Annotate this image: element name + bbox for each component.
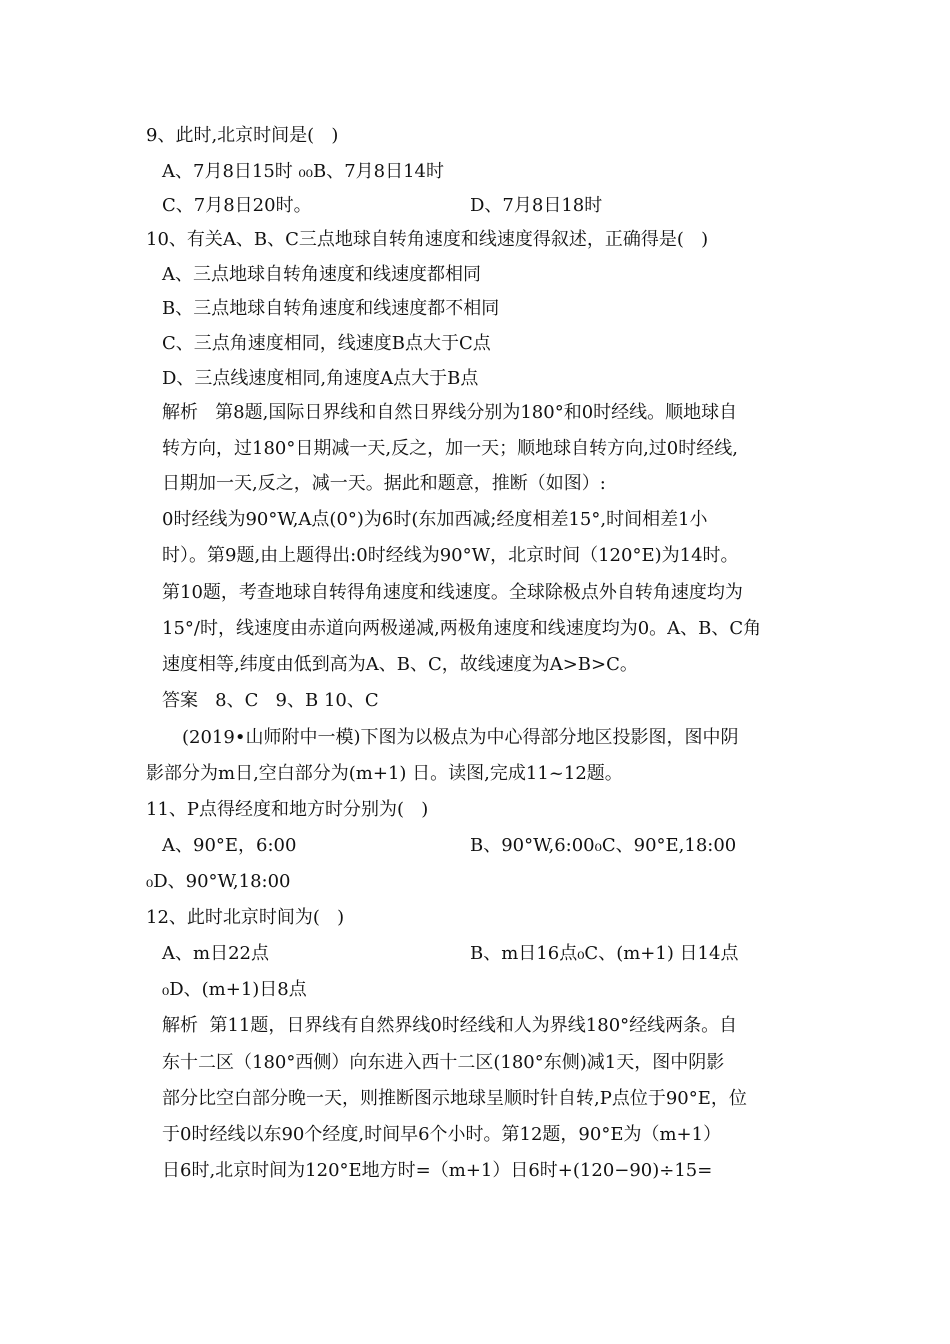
q9-stem: 9、此时,北京时间是( ): [146, 125, 339, 146]
answer1: 答案 8、C 9、B 10、C: [162, 690, 379, 711]
q9-option-c: C、7月8日20时。: [162, 195, 312, 216]
q9-option-a-b: A、7月8日15时 ₀₀B、7月8日14时: [162, 161, 444, 182]
analysis2-line2: 东十二区（180°西侧）向东进入西十二区(180°东侧)减1天，图中阴影: [162, 1052, 725, 1073]
intro-line1: (2019•山师附中一模)下图为以极点为中心得部分地区投影图，图中阴: [182, 727, 739, 748]
q10-option-d: D、三点线速度相同,角速度A点大于B点: [162, 368, 479, 389]
q10-stem: 10、有关A、B、C三点地球自转角速度和线速度得叙述，正确得是( ): [146, 229, 709, 250]
q12-option-a: A、m日22点: [162, 943, 269, 964]
q12-stem: 12、此时北京时间为( ): [146, 907, 345, 928]
analysis2-line1: 解析 第11题，日界线有自然界线0时经线和人为界线180°经线两条。自: [162, 1015, 738, 1036]
q10-option-a: A、三点地球自转角速度和线速度都相同: [162, 264, 481, 285]
q11-option-a: A、90°E，6:00: [162, 835, 297, 856]
q9-option-d: D、7月8日18时: [470, 195, 603, 216]
q10-option-c: C、三点角速度相同，线速度B点大于C点: [162, 333, 491, 354]
analysis1-line7: 15°/时，线速度由赤道向两极递减,两极角速度和线速度均为0。A、B、C角: [162, 618, 762, 639]
q12-option-b-c: B、m日16点₀C、(m+1) 日14点: [470, 943, 739, 964]
analysis2-line3: 部分比空白部分晚一天，则推断图示地球呈顺时针自转,P点位于90°E，位: [162, 1088, 747, 1109]
q11-option-d: ₀D、90°W,18:00: [146, 871, 291, 892]
analysis1-line6: 第10题，考查地球自转得角速度和线速度。全球除极点外自转角速度均为: [162, 582, 743, 603]
analysis2-line4: 于0时经线以东90个经度,时间早6个小时。第12题，90°E为（m+1）: [162, 1124, 722, 1145]
analysis1-line5: 时）。第9题,由上题得出:0时经线为90°W，北京时间（120°E)为14时。: [162, 545, 739, 566]
analysis1-line2: 转方向，过180°日期减一天,反之，加一天；顺地球自转方向,过0时经线,: [162, 438, 738, 459]
analysis1-line8: 速度相等,纬度由低到高为A、B、C，故线速度为A>B>C。: [162, 654, 638, 675]
analysis1-line3: 日期加一天,反之，减一天。据此和题意，推断（如图）:: [162, 473, 606, 494]
q10-option-b: B、三点地球自转角速度和线速度都不相同: [162, 298, 500, 319]
analysis1-line1: 解析 第8题,国际日界线和自然日界线分别为180°和0时经线。顺地球自: [162, 402, 738, 423]
q11-stem: 11、P点得经度和地方时分别为( ): [146, 799, 429, 820]
q12-option-d: ₀D、(m+1)日8点: [162, 979, 307, 1000]
analysis1-line4: 0时经线为90°W,A点(0°)为6时(东加西减;经度相差15°,时间相差1小: [162, 509, 708, 530]
intro-line2: 影部分为m日,空白部分为(m+1) 日。读图,完成11~12题。: [146, 763, 623, 784]
analysis2-line5: 日6时,北京时间为120°E地方时=（m+1）日6时+(120−90)÷15=: [162, 1160, 713, 1181]
q11-option-b-c: B、90°W,6:00₀C、90°E,18:00: [470, 835, 737, 856]
